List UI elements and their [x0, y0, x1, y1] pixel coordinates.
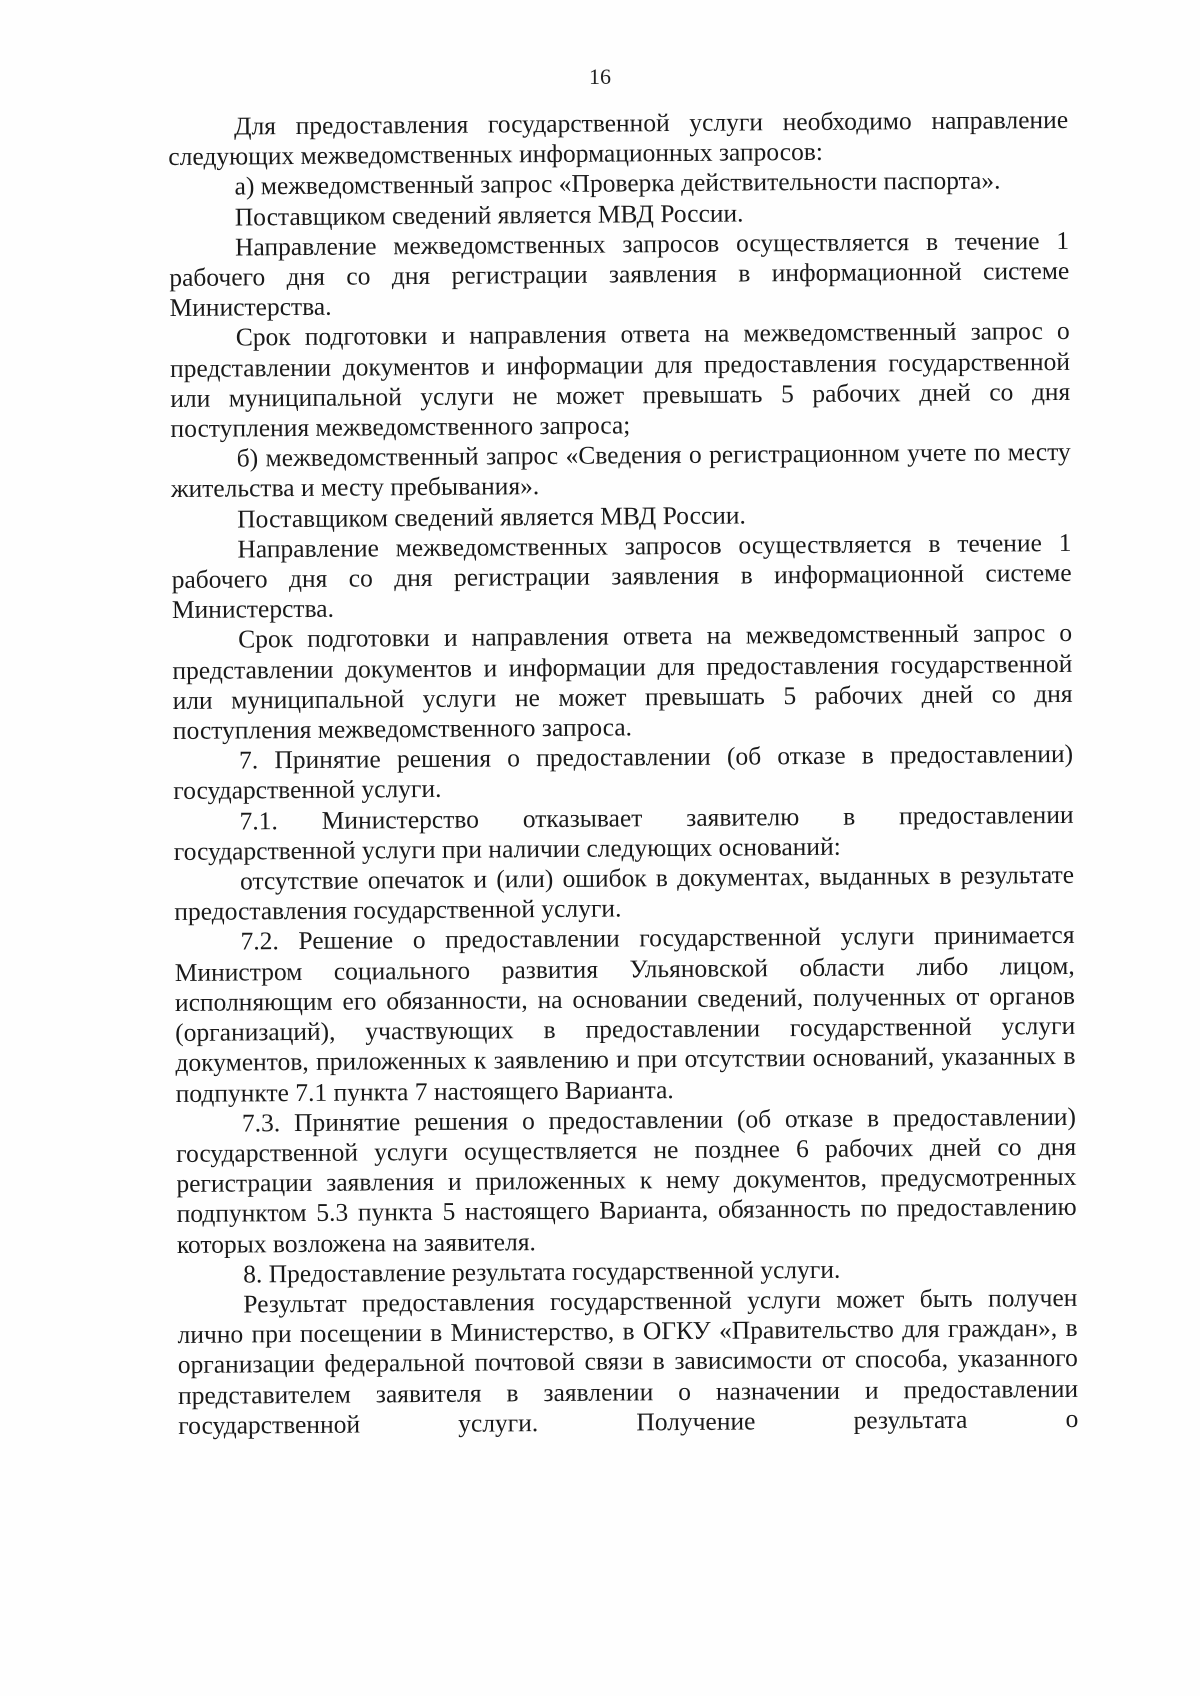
- paragraph: б) межведомственный запрос «Сведения о регистрационном учете по месту жительства и месту пребывания».: [170, 437, 1071, 504]
- paragraph: Срок подготовки и направления ответа на межведомственный запрос о представлении документов и информации для предоставления государственной или муниципальной услуги не может превышать 5 рабочих дней со дня поступления межведомственного запроса;: [169, 316, 1071, 444]
- paragraph: 7.1. Министерство отказывает заявителю в предоставлении государственной услуги при наличии следующих оснований:: [173, 799, 1074, 866]
- paragraph: Поставщиком сведений является МВД России.: [234, 198, 744, 232]
- paragraph: Направление межведомственных запросов осуществляется в течение 1 рабочего дня со дня регистрации заявления в информационной системе Министерства.: [171, 527, 1072, 625]
- paragraph: отсутствие опечаток и (или) ошибок в документах, выданных в результате предоставления государственной услуги.: [174, 859, 1075, 927]
- paragraph: Направление межведомственных запросов осуществляется в течение 1 рабочего дня со дня регистрации заявления в информационной системе Министерства.: [169, 225, 1070, 323]
- paragraph: а) межведомственный запрос «Проверка действительности паспорта».: [234, 165, 1001, 201]
- section-heading: 8. Предоставление результата государственной услуги.: [243, 1254, 841, 1289]
- document-body: [168, 105, 1078, 1441]
- paragraph: 7.3. Принятие решения о предоставлении (об отказе в предоставлении) государственной услуги осуществляется не позднее 6 рабочих дней со дня регистрации заявления и приложенных к нему документов, предусмотренных подпунктом 5.3 пункта 5 настоящего Варианта, обязанность по предоставлению которых возложена на заявителя.: [176, 1101, 1077, 1259]
- paragraph: Для предоставления государственной услуги необходимо направление следующих межведомственных информационных запросов:: [168, 104, 1069, 172]
- paragraph: Поставщиком сведений является МВД России.: [237, 500, 746, 534]
- paragraph: Срок подготовки и направления ответа на межведомственный запрос о представлении документов и информации для предоставления государственной или муниципальной услуги не может превышать 5 рабочих дней со дня поступления межведомственного запроса.: [172, 618, 1073, 746]
- section-heading: 7. Принятие решения о предоставлении (об отказе в предоставлении) государственной услуги.: [173, 739, 1074, 806]
- paragraph: 7.2. Решение о предоставлении государственной услуги принимается Министром социального развития Ульяновской области либо лицом, исполняющим его обязанности, на основании сведений, полученных от органов (организаций), участвующих в предоставлении государственной услуги документов, приложенных к заявлению и при отсутствии оснований, указанных в подпункте 7.1 пункта 7 настоящего Варианта.: [174, 920, 1076, 1108]
- page-number: 16: [589, 64, 611, 89]
- paragraph: Результат предоставления государственной услуги может быть получен лично при посещении в Министерство, в ОГКУ «Правительство для граждан», в организации федеральной почтовой связи в зависимости от способа, указанного представителем заявителя в заявлении о назначении и предоставлении государственной услуги. Получение результата о: [177, 1282, 1079, 1440]
